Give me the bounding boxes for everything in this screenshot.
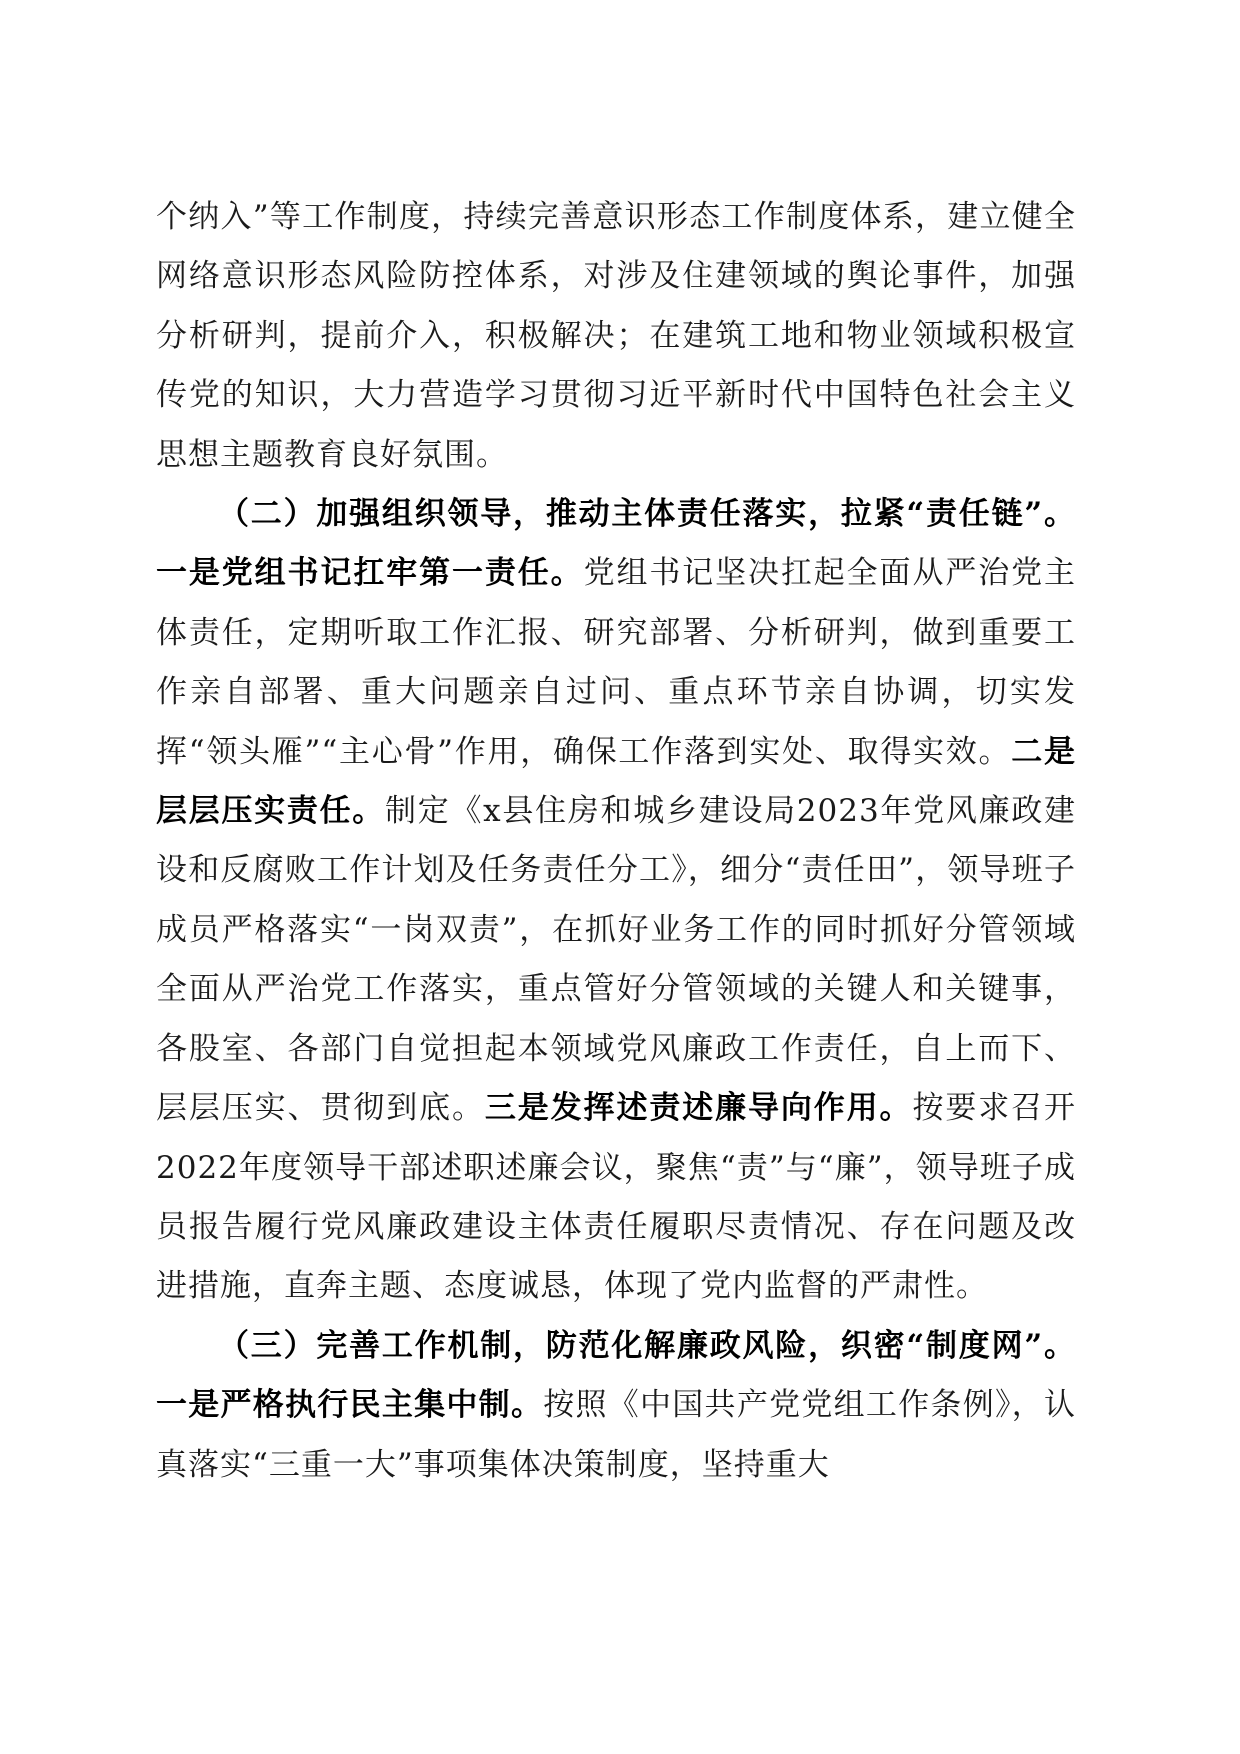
paragraph-1 <box>156 188 1076 485</box>
paragraph-1-text: 个纳入”等工作制度，持续完善意识形态工作制度体系，建立健全网络意识形态风险防控体系，对涉及住建领域的舆论事件，加强分析研判，提前介入，积极解决；在建筑工地和物业领域积极宣传党的知识，大力营造学习贯彻习近平新时代中国特色社会主义思想主题教育良好氛围。 <box>156 199 1076 473</box>
section-3-point-1-title: 一是严格执行民主集中制。 <box>156 1387 544 1424</box>
document-body <box>156 188 1076 1495</box>
section-2-heading: （二）加强组织领导，推动主体责任落实，拉紧“责任链”。 <box>218 496 1076 533</box>
paragraph-2 <box>156 485 1076 1317</box>
section-2-point-1-title: 一是党组书记扛牢第一责任。 <box>156 555 584 592</box>
section-2-point-2-title: 二是层层压实责任。 <box>156 733 1077 830</box>
section-2-point-1-text: 党组书记坚决扛起全面从严治党主体责任，定期听取工作汇报、研究部署、分析研判，做到重要工作亲自部署、重大问题亲自过问、重点环节亲自协调，切实发挥“领头雁”“主心骨”作用，确保工作落到实处、取得实效。 <box>156 555 1077 770</box>
section-2-point-3-text: 按要求召开2022年度领导干部述职述廉会议，聚焦“责”与“廉”，领导班子成员报告履行党风廉政建设主体责任履职尽责情况、存在问题及改进措施，直奔主题、态度诚恳，体现了党内监督的严肃性。 <box>156 1090 1077 1305</box>
section-2-point-3-title: 三是发挥述责述廉导向作用。 <box>484 1090 913 1127</box>
section-3-point-1-text: 按照《中国共产党党组工作条例》，认真落实“三重一大”事项集体决策制度，坚持重大 <box>156 1387 1077 1483</box>
paragraph-3 <box>156 1317 1076 1495</box>
section-3-heading: （三）完善工作机制，防范化解廉政风险，织密“制度网”。 <box>218 1327 1076 1364</box>
section-2-point-2-text: 制定《x县住房和城乡建设局2023年党风廉政建设和反腐败工作计划及任务责任分工》，细分“责任田”，领导班子成员严格落实“一岗双责”，在抓好业务工作的同时抓好分管领域全面从严治党工作落实，重点管好分管领域的关键人和关键事，各股室、各部门自觉担起本领域党风廉政工作责任，自上而下、层层压实、贯彻到底。 <box>156 793 1076 1127</box>
